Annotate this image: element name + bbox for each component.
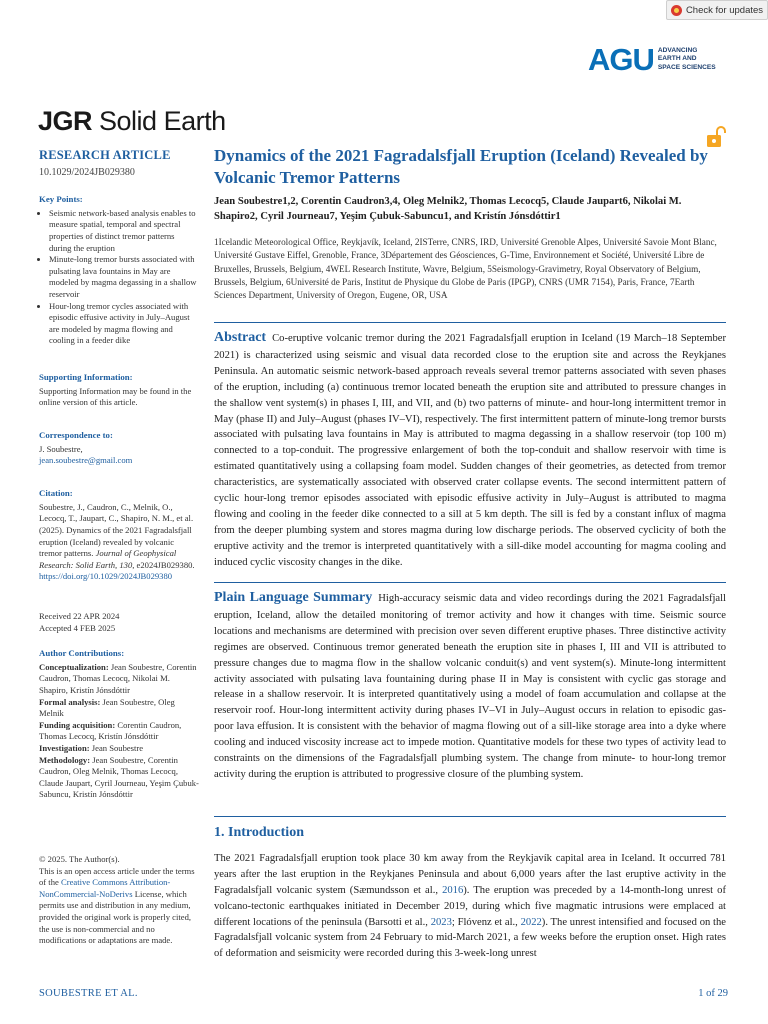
affiliations: 1Icelandic Meteorological Office, Reykjavík, Iceland, 2ISTerre, CNRS, IRD, Université Grenoble Alpes, Université Savoie Mont Blanc, Université Gustave Eiffel, Grenoble, France, 3Département des Géosciences, G-Time, Environnement et Société, Université Libre de Bruxelles, Brussels, Belgium, 4WEL Research Institute, Wavre, Belgium, 5Seismology-Gravimetry, Royal Observatory of Belgium, Brussels, Belgium, 6Université de Paris, Institut de Physique du Globe de Paris (IPGP), CNRS (UMR 7154), Paris, France, 7Earth Sciences Department, University of Oregon, Eugene, OR, USA: [214, 237, 717, 301]
article-title: Dynamics of the 2021 Fagradalsfjall Eruption (Iceland) Revealed by Volcanic Tremor Patterns: [214, 146, 708, 187]
pls-rule: [214, 582, 726, 583]
key-point: • Minute-long tremor bursts associated with pulsating lava fountains in May are modeled by magma degassing in a shallow reservoir: [49, 254, 199, 300]
contribution-names: Corentin Caudron, Thomas Lecocq, Kristín Jónsdóttir: [39, 719, 182, 742]
citation-text: [39, 502, 199, 583]
key-points-list: [39, 208, 199, 347]
abstract-rule: [214, 322, 726, 323]
page-number: 1 of 29: [698, 988, 728, 999]
accepted-date: Accepted 4 FEB 2025: [39, 622, 116, 633]
citation-id: , e2024JB029380.: [132, 559, 195, 570]
intro-text-1: The 2021 Fagradalsfjall eruption took place 30 km away from the Reykjavík capital area in Iceland. It occurred 781 years after the last eruption in the Reykjanes Peninsula and about 6,000 years after the last eruptive activity in the Fagradalsfjall volcanic system (Sæmundsson et al.,: [214, 853, 726, 896]
received-date: Received 22 APR 2024: [39, 611, 120, 621]
license-text: [39, 866, 199, 947]
citation-doi-link[interactable]: https://doi.org/10.1029/2024JB029380: [39, 571, 173, 582]
journal-title-rest: Solid Earth: [92, 106, 226, 136]
citation: [39, 488, 199, 583]
journal-title-bold: JGR: [38, 106, 93, 136]
correspondence-name: J. Soubestre,: [39, 443, 83, 454]
author-list: Jean Soubestre1,2, Corentin Caudron3,4, Oleg Melnik2, Thomas Lecocq5, Claude Jaupart6, Nikolai M. Shapiro2, Cyril Journeau7, Yeşim Çubuk-Sabuncu1, and Kristín Jónsdóttir1: [214, 196, 682, 222]
correspondence: [39, 430, 199, 467]
key-point: • Hour-long tremor cycles associated with episodic effusive activity in July–August are modeled by magma flowing and cooling in a feeder dike: [49, 301, 199, 347]
contribution-names: Jean Soubestre, Corentin Caudron, Thomas Lecocq, Nikolai M. Shapiro, Kristín Jónsdóttir: [39, 661, 197, 696]
contribution: [39, 697, 199, 720]
pls-end-rule: [214, 816, 726, 817]
license-link[interactable]: Creative Commons Attribution-NonCommercial-NoDerivs: [39, 877, 171, 899]
article-doi[interactable]: 10.1029/2024JB029380: [39, 167, 135, 178]
contribution-role: Formal analysis:: [39, 696, 101, 707]
license: [39, 854, 199, 947]
correspondence-email[interactable]: jean.soubestre@gmail.com: [39, 455, 133, 466]
pls-text: High-accuracy seismic data and video recordings during the 2021 Fagradalsfjall eruption, Iceland, allow the detailed monitoring of tremor activity and how it changes with time. Seismic source locations and mechanisms are determined with precision over seven different eruptive phases. Three distinctive activity regimes are observed. Continuous tremor generated beneath the eruption site in phases I, III and VII is attributed to pressure changes due to magma flow in the shallow volcanic conduit(s) and vent system(s). Minute-long intermittent activity associated with pulsating lava fountaining during phase II in May is consistent with cyclic gas storage and release in a shallow reservoir. It is interpreted quantitatively using a model of foam accumulation and collapse at the reservoir roof. Hour-long intermittent activity during phases IV–VI in July–August occurs in relation to episodic gas-poor lava effusion. It is consistent with the behavior of magma flowing out of a sill-like storage area into a dyke where cooling and induced viscosity increase act to impede motion. Quantitative models for these two types of activity lead to constraints on the dimensions of the Fagradalsfjall plumbing system. The change from minute- to hour-long tremor activity during the eruption is attributed to progressive closure of the plumbing system.: [214, 593, 726, 780]
contribution-names: Jean Soubestre: [91, 743, 144, 754]
agu-tagline-3: SPACE SCIENCES: [657, 63, 716, 71]
section-heading-introduction: 1. Introduction: [214, 825, 304, 840]
citation-link[interactable]: 2022: [520, 916, 542, 928]
agu-tagline-1: ADVANCING: [657, 47, 698, 55]
key-points: [39, 194, 199, 347]
contribution: [39, 743, 199, 755]
contributions-title: Author Contributions:: [39, 648, 125, 658]
correspondence-title: Correspondence to:: [39, 430, 113, 440]
contribution: [39, 662, 199, 697]
contribution-role: Conceptualization:: [39, 661, 109, 672]
dates: [39, 611, 199, 634]
agu-logo-mark: AGU: [588, 42, 654, 77]
crossmark-icon: [671, 5, 682, 16]
journal-title: [38, 106, 226, 137]
supporting-text: Supporting Information may be found in the online version of this article.: [39, 385, 192, 408]
supporting-information: [39, 372, 199, 409]
abstract-text: Co-eruptive volcanic tremor during the 2021 Fagradalsfjall eruption in Iceland (19 March–18 September 2021) is characterized using seismic and visual data recorded close to the eruption site and across the Reykjanes Peninsula. An automatic seismic network-based approach reveals several tremor patterns associated with seven phases of the eruption, including (a) continuous tremor located beneath the eruption site and attributed to pressure changes in the shallow vent system(s) in phases I, III, and VII, and (b) two patterns of minute- and hour-long intermittent tremor in May (phase II) and July–August (phases IV–VI), respectively. The first intermittent pattern of minute-long tremor bursts associated with pulsating lava fountains in May is attributed to magma degassing in a shallow reservoir (top 100 m) connected to a top-conduit. The progressive enlargement of both the top-conduit and shallow reservoir with time is estimated quantitatively using a collapsing foam model. Sudden changes of their geometries, as detected from tremor characteristics, are systematically associated with observed crater collapse events. The second intermittent pattern of cyclic hour-long tremor episodes associated with episodic effusive activity in July–August is attributed to magma flowing and cooling in the feeder dike connected to a sill at 5 km depth. The sill is fed by a constant influx of magma from the deeper plumbing system and stores magma during low discharge periods. The observed cyclicity of both the eruptive activity and the tremor is interpreted quantitatively with a sill-dike model accounting for magma cooling and induced cyclic viscosity changes in the dike.: [214, 333, 726, 568]
contribution: [39, 720, 199, 743]
running-author-footer: SOUBESTRE ET AL.: [39, 988, 138, 999]
agu-tagline-2: EARTH AND: [657, 55, 697, 63]
article-type: RESEARCH ARTICLE: [39, 148, 171, 162]
contribution-role: Investigation:: [39, 743, 90, 754]
key-point: • Seismic network-based analysis enables to measure spatial, temporal and spectral properties of distinct tremor patterns during the eruption: [49, 208, 199, 254]
license-text-1: This is an open access article under the terms of the: [39, 865, 195, 888]
contribution-names: Jean Soubestre, Corentin Caudron, Oleg Melnik, Thomas Lecocq, Claude Jaupart, Cyril Journeau, Yeşim Çubuk-Sabuncu, Kristín Jónsdóttir: [39, 754, 199, 800]
citation-title: Citation:: [39, 488, 73, 498]
citation-body: Soubestre, J., Caudron, C., Melnik, O., Lecocq, T., Jaupart, C., Shapiro, N. M., et al. (2025). Dynamics of the 2021 Fagradalsfjall eruption (Iceland) revealed by volcanic tremor patterns.: [39, 501, 194, 559]
key-points-title: Key Points:: [39, 194, 83, 204]
contribution-role: Funding acquisition:: [39, 719, 116, 730]
agu-tagline: [658, 47, 716, 72]
introduction-text: [214, 851, 726, 962]
check-for-updates-button[interactable]: [666, 0, 768, 20]
contribution-role: Methodology:: [39, 754, 91, 765]
license-text-2: License, which permits use and distribution in any medium, provided the original work is properly cited, the use is non-commercial and no modifications or adaptations are made.: [39, 888, 192, 946]
plain-language-summary: [214, 587, 726, 783]
contribution: [39, 755, 199, 801]
author-contributions: [39, 648, 199, 801]
agu-logo: [588, 44, 716, 75]
check-for-updates-label: Check for updates: [685, 4, 764, 16]
supporting-title: Supporting Information:: [39, 372, 133, 382]
intro-text-4: ). The unrest intensified and focused on the Fagradalsfjall volcanic system from 24 February to mid-March 2021, a few weeks before the eruption onset. High rates of deformation and seismicity were recorded during this 3-week-long unrest: [214, 916, 726, 960]
copyright: © 2025. The Author(s).: [39, 854, 120, 864]
intro-text-2: ). The eruption was preceded by a 14-month-long unrest of volcano-tectonic earthquakes initiated in December 2019, during which five magmatic intrusions were emplaced at different locations of the peninsula (Barsotti et al.,: [214, 884, 726, 928]
intro-text-3: ; Flóvenz et al.,: [451, 916, 521, 928]
abstract: [214, 327, 726, 570]
pls-heading: Plain Language Summary: [214, 590, 373, 605]
abstract-heading: Abstract: [214, 330, 267, 345]
citation-journal: Journal of Geophysical Research: Solid Earth, 130: [39, 548, 177, 570]
contribution-names: Jean Soubestre, Oleg Melnik: [39, 696, 175, 719]
citation-link[interactable]: 2016: [442, 884, 464, 896]
citation-link[interactable]: 2023: [430, 916, 452, 928]
